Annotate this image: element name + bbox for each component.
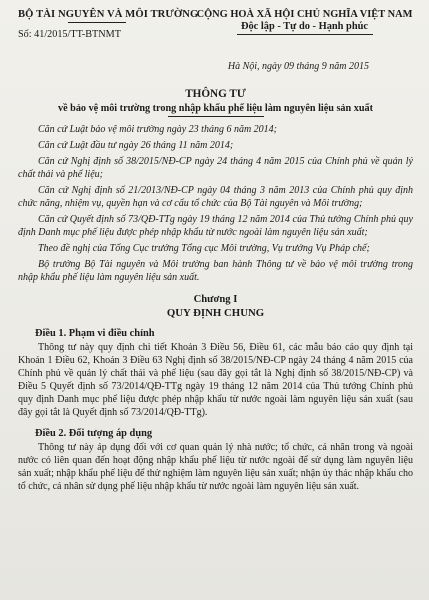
national-heading-block <box>196 9 413 35</box>
national-motto: Độc lập - Tự do - Hạnh phúc <box>240 21 368 32</box>
preamble-line: Căn cứ Quyết định số 73/QĐ-TTg ngày 19 tháng 12 năm 2014 của Thủ tướng Chính phủ quy định Danh mục phế liệu được phép nhập khẩu từ nước ngoài làm nguyên liệu sản xuất; <box>18 214 413 238</box>
preamble <box>18 123 413 284</box>
national-title: CỘNG HOÀ XÃ HỘI CHỦ NGHĨA VIỆT NAM <box>196 9 413 20</box>
issuing-agency-block <box>18 9 199 40</box>
agency-underline <box>68 22 126 23</box>
preamble-line: Theo đề nghị của Tổng Cục trưởng Tổng cục Môi trường, Vụ trưởng Vụ Pháp chế; <box>38 243 370 254</box>
preamble-line: Căn cứ Nghị định số 38/2015/NĐ-CP ngày 24 tháng 4 năm 2015 của Chính phủ về quản lý chất thải và phế liệu; <box>18 156 413 180</box>
document-header <box>18 9 413 53</box>
preamble-line: Căn cứ Nghị định số 21/2013/NĐ-CP ngày 04 tháng 3 năm 2013 của Chính phủ quy định chức năng, nhiệm vụ, quyền hạn và cơ cấu tổ chức của Bộ Tài nguyên và Môi trường; <box>18 185 413 209</box>
document-type: THÔNG TƯ <box>185 88 246 100</box>
place-and-date: Hà Nội, ngày 09 tháng 9 năm 2015 <box>227 61 369 72</box>
issuing-agency: BỘ TÀI NGUYÊN VÀ MÔI TRƯỜNG <box>18 9 199 20</box>
subject-underline <box>168 116 264 117</box>
preamble-line: Căn cứ Luật bảo vệ môi trường ngày 23 tháng 6 năm 2014; <box>38 124 278 135</box>
article-body: Thông tư này quy định chi tiết Khoản 3 Điều 56, Điều 61, các mẫu báo cáo quy định tại Khoản 1 Điều 62, Khoản 3 Điều 63 Nghị định số 38/2015/NĐ-CP ngày 24 tháng 4 năm 2015 của Chính phủ về quản lý chất thải và phế liệu (sau đây gọi tắt là Nghị định số 38/2015/NĐ-CP) và Điều 5 Quyết định số 73/2014/QĐ-TTg ngày 19 tháng 12 năm 2014 của Thủ tướng Chính phủ quy định Danh mục phế liệu được phép nhập khẩu từ nước ngoài làm nguyên liệu sản xuất (sau đây gọi tắt là Quyết định số 73/2014/QĐ-TTg). <box>18 342 413 418</box>
preamble-line: Bộ trưởng Bộ Tài nguyên và Môi trường ban hành Thông tư về bảo vệ môi trường trong nhập khẩu phế liệu làm nguyên liệu sản xuất. <box>18 259 413 283</box>
chapter-title: QUY ĐỊNH CHUNG <box>166 307 265 319</box>
article-heading: Điều 1. Phạm vi điều chỉnh <box>35 328 155 339</box>
article <box>18 328 413 419</box>
motto-underline <box>237 34 373 35</box>
preamble-line: Căn cứ Luật đầu tư ngày 26 tháng 11 năm 2014; <box>38 140 234 151</box>
document-number: Số: 41/2015/TT-BTNMT <box>18 29 121 40</box>
article-body: Thông tư này áp dụng đối với cơ quan quản lý nhà nước; tổ chức, cá nhân trong và ngoài nước có liên quan đến hoạt động nhập khẩu phế liệu từ nước ngoài để sử dụng làm nguyên liệu sản xuất; nhập khẩu phế liệu để thử nghiệm làm nguyên liệu sản xuất; nhận ủy thác nhập khẩu cho tổ chức, cá nhân sử dụng phế liệu nhập khẩu từ nước ngoài làm nguyên liệu sản xuất. <box>18 442 413 492</box>
article-heading: Điều 2. Đối tượng áp dụng <box>35 428 153 439</box>
chapter-number: Chương I <box>193 294 238 305</box>
document-subject: về bảo vệ môi trường trong nhập khẩu phế liệu làm nguyên liệu sản xuất <box>58 103 373 114</box>
article <box>18 428 413 493</box>
